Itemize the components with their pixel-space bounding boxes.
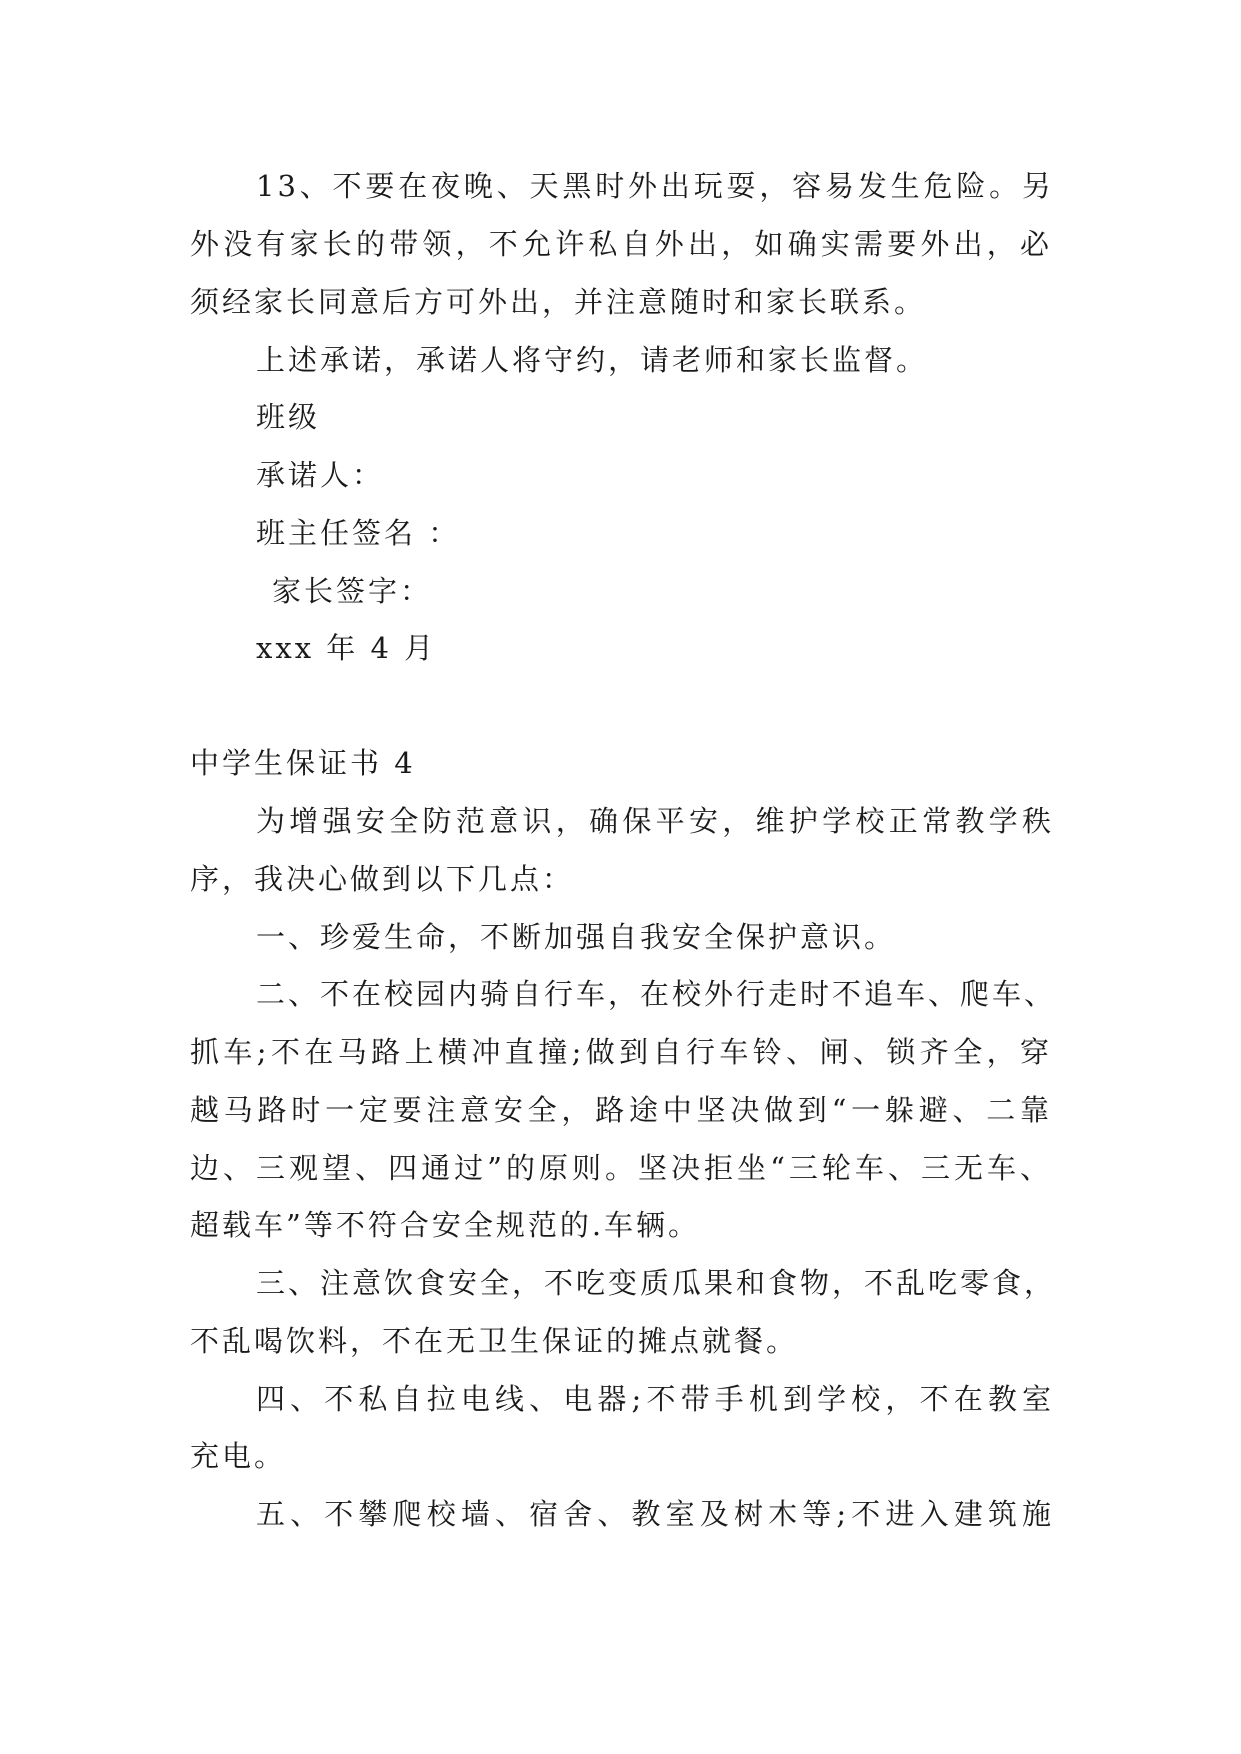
item-4-line-1: 四、不私自拉电线、电器;不带手机到学校，不在教室 (256, 1382, 1054, 1416)
intro-line-1: 为增强安全防范意识，确保平安，维护学校正常教学秩 (256, 804, 1054, 838)
date-line: xxx 年 4 月 (256, 631, 437, 665)
item-5-line-1: 五、不攀爬校墙、宿舍、教室及树木等;不进入建筑施 (256, 1497, 1054, 1531)
section-title: 中学生保证书 4 (190, 746, 416, 780)
intro-line-2: 序，我决心做到以下几点： (190, 862, 575, 896)
item-2-line-3: 越马路时一定要注意安全，路途中坚决做到“一躲避、二靠 (190, 1093, 1052, 1127)
item-2-line-2: 抓车;不在马路上横冲直撞;做到自行车铃、闸、锁齐全，穿 (190, 1035, 1052, 1069)
item-13-line-3: 须经家长同意后方可外出，并注意随时和家长联系。 (190, 285, 927, 319)
promise-statement: 上述承诺，承诺人将守约，请老师和家长监督。 (256, 343, 929, 377)
item-2-line-1: 二、不在校园内骑自行车，在校外行走时不追车、爬车、 (256, 977, 1057, 1011)
item-3-line-2: 不乱喝饮料，不在无卫生保证的摊点就餐。 (190, 1324, 799, 1358)
teacher-signature-label: 班主任签名 ： (256, 516, 461, 550)
item-3-line-1: 三、注意饮食安全，不吃变质瓜果和食物，不乱吃零食， (256, 1266, 1057, 1300)
item-2-line-4: 边、三观望、四通过”的原则。坚决拒坐“三轮车、三无车、 (190, 1151, 1052, 1185)
item-4-line-2: 充电。 (190, 1439, 287, 1473)
item-13-line-1: 13、不要在夜晚、天黑时外出玩耍，容易发生危险。另 (256, 169, 1054, 203)
item-2-line-5: 超载车”等不符合安全规范的.车辆。 (190, 1208, 701, 1242)
class-label: 班级 (256, 400, 321, 434)
promiser-label: 承诺人： (256, 458, 385, 492)
item-13-line-2: 外没有家长的带领，不允许私自外出，如确实需要外出，必 (190, 227, 1052, 261)
item-1: 一、珍爱生命，不断加强自我安全保护意识。 (256, 920, 897, 954)
parent-signature-label: 家长签字： (272, 574, 433, 608)
